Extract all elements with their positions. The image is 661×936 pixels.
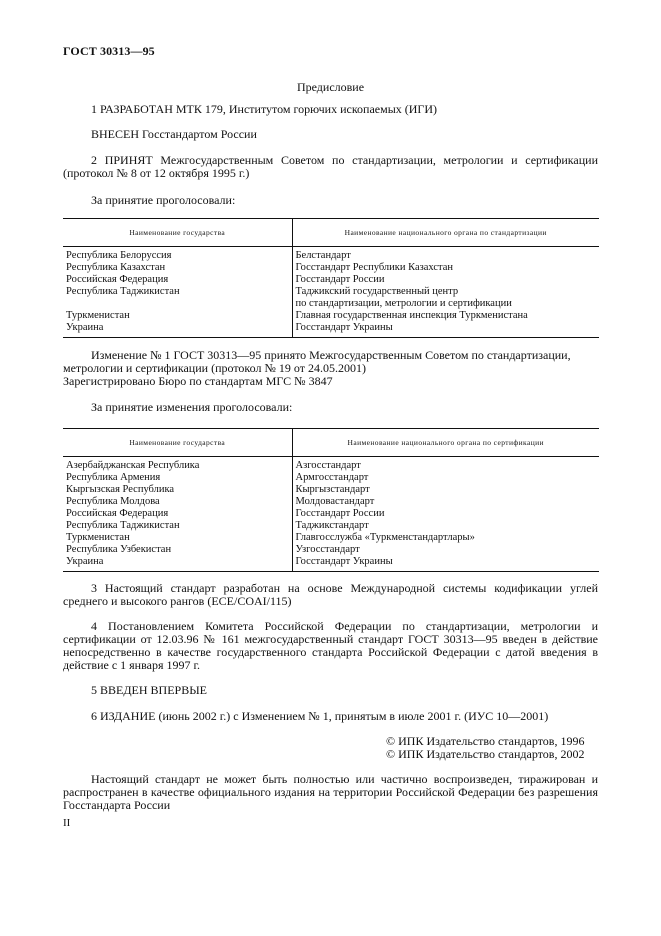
table-cell-state: Туркменистан xyxy=(66,532,130,543)
table-cell-body: Молдовастандарт xyxy=(295,496,375,507)
table-header-state: Наименование государства xyxy=(63,429,292,457)
table-cell-state: Туркменистан xyxy=(66,310,130,321)
paragraph-basis: 3 Настоящий стандарт разработан на основе Международной системы кодификации углей среднего и высокого рангов (ECE/COAI/115) xyxy=(63,581,598,608)
document-id-header: ГОСТ 30313—95 xyxy=(63,44,155,58)
table-cell-body: Белстандарт xyxy=(295,250,351,261)
paragraph-edition: 6 ИЗДАНИЕ (июнь 2002 г.) с Изменением № 1, принятым в июле 2001 г. (ИУС 10—2001) xyxy=(91,709,549,723)
table-cell-state: Кыргызская Республика xyxy=(66,484,175,495)
amendment-line: Изменение № 1 ГОСТ 30313—95 принято Межгосударственным Советом по стандартизации, xyxy=(91,348,571,362)
table-cell-state: Российская Федерация xyxy=(66,274,169,285)
table-cell-body: Узгосстандарт xyxy=(295,544,360,555)
page-number: II xyxy=(63,817,71,829)
paragraph-reproduction-notice: Настоящий стандарт не может быть полностью или частично воспроизведен, тиражирован и распространен в качестве официального издания на территории Российской Федерации без разрешения Госстандарта России xyxy=(63,772,598,812)
table-cell-state xyxy=(66,298,289,310)
table-cell-body: Таджикстандарт xyxy=(295,520,369,531)
paragraph-amendment-voted-intro: За принятие изменения проголосовали: xyxy=(91,400,293,414)
table-cell-body: Госстандарт Украины xyxy=(295,556,393,567)
table-cell-state: Республика Казахстан xyxy=(66,262,166,273)
table-cell-state: Республика Узбекистан xyxy=(66,544,172,555)
table-cell-body: Госстандарт Украины xyxy=(295,322,393,333)
table-cell-state: Республика Таджикистан xyxy=(66,286,180,297)
table-cell-state: Республика Таджикистан xyxy=(66,520,180,531)
paragraph-developed-by: 1 РАЗРАБОТАН МТК 179, Институтом горючих ископаемых (ИГИ) xyxy=(91,102,438,116)
paragraph-first-introduced: 5 ВВЕДЕН ВПЕРВЫЕ xyxy=(91,683,207,697)
table-cell-body: Кыргызстандарт xyxy=(295,484,370,495)
table-header-state: Наименование государства xyxy=(63,219,292,247)
paragraph-voted-intro: За принятие проголосовали: xyxy=(91,193,236,207)
table-header-body: Наименование национального органа по стандартизации xyxy=(292,219,599,247)
amendment-line: метрологии и сертификации (протокол № 19 от 24.05.2001) xyxy=(63,361,366,375)
table-cell-body: Армгосстандарт xyxy=(295,472,369,483)
table-cell-state: Украина xyxy=(66,322,104,333)
table-header-body: Наименование национального органа по сертификации xyxy=(292,429,599,457)
table-cell-body: Главгосслужба «Туркменстандартлары» xyxy=(295,532,475,543)
table-cell-body: по стандартизации, метрологии и сертификации xyxy=(295,298,512,309)
paragraph-adopted: 2 ПРИНЯТ Межгосударственным Советом по стандартизации, метрологии и сертификации (протокол № 8 от 12 октября 1995 г.) xyxy=(63,153,598,180)
voting-table-certification xyxy=(63,428,599,572)
table-cell-body: Госстандарт России xyxy=(295,274,385,285)
table-cell-body: Госстандарт Республики Казахстан xyxy=(295,262,454,273)
paragraph-resolution: 4 Постановлением Комитета Российской Федерации по стандартизации, метрологии и сертификации от 12.03.96 № 161 межгосударственный стандарт ГОСТ 30313—95 введен в действие непосредственно в качестве государственного стандарта Российской Федерации с датой введения в действие с 1 января 1997 г. xyxy=(63,619,598,672)
table-cell-body: Азгосстандарт xyxy=(295,460,361,471)
table-cell-state: Республика Белоруссия xyxy=(66,250,172,261)
copyright-1996: © ИПК Издательство стандартов, 1996 xyxy=(386,734,585,748)
table-cell-body: Главная государственная инспекция Туркменистана xyxy=(295,310,528,321)
table-cell-body: Госстандарт России xyxy=(295,508,385,519)
table-cell-state: Российская Федерация xyxy=(66,508,169,519)
table-cell-state: Республика Молдова xyxy=(66,496,160,507)
table-cell-state: Украина xyxy=(66,556,104,567)
table-cell-body: Таджикский государственный центр xyxy=(295,286,459,297)
voting-table-standardization xyxy=(63,218,599,338)
section-title: Предисловие xyxy=(296,80,365,94)
amendment-note xyxy=(63,349,598,388)
table-cell-state: Республика Армения xyxy=(66,472,161,483)
copyright-2002: © ИПК Издательство стандартов, 2002 xyxy=(386,747,585,761)
paragraph-introduced-by: ВНЕСЕН Госстандартом России xyxy=(91,127,257,141)
table-cell-state: Азербайджанская Республика xyxy=(66,460,200,471)
amendment-line: Зарегистрировано Бюро по стандартам МГС № 3847 xyxy=(63,374,333,388)
